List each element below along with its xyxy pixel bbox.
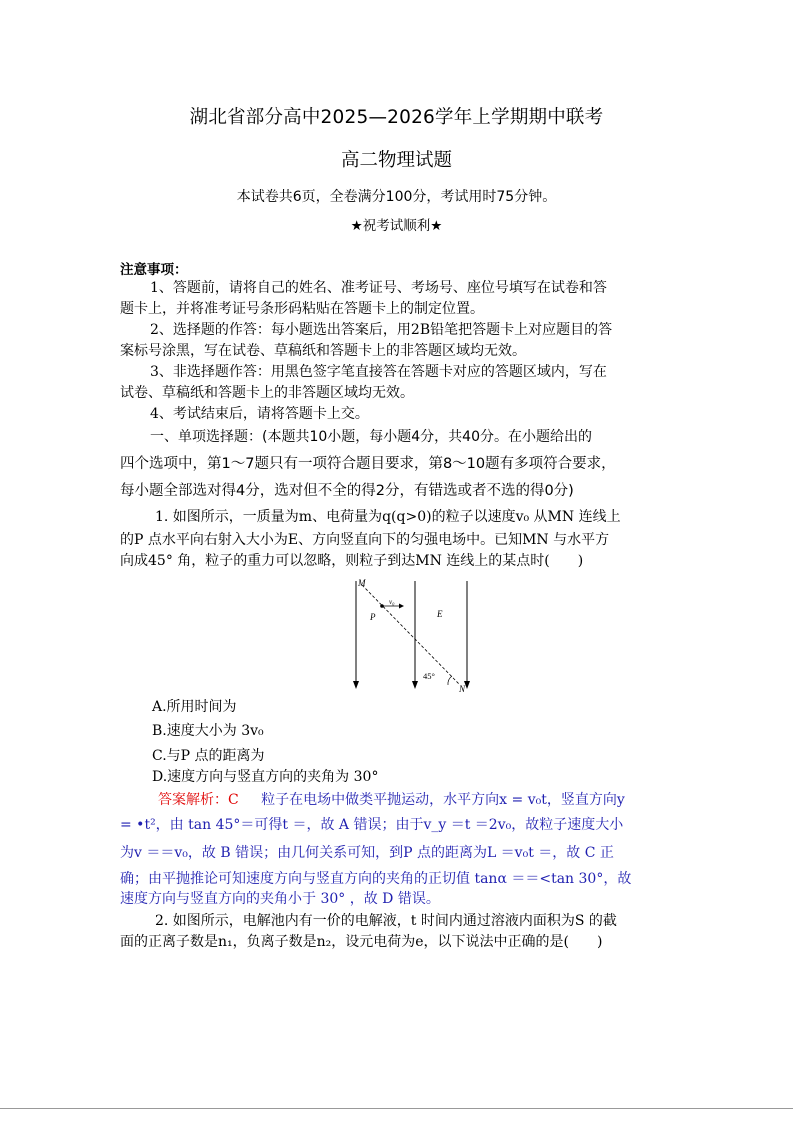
- notice-title: 注意事项：: [120, 262, 188, 278]
- answer-line: 确；由平抛推论可知速度方向与竖直方向的夹角的正切值 tanα ＝＝<tan 30°，故: [120, 871, 632, 887]
- option-c: C.与P 点的距离为: [152, 748, 265, 764]
- exam-info: 本试卷共6页，全卷满分100分，考试用时75分钟。: [236, 189, 557, 205]
- notice-line: 1、答题前，请将自己的姓名、准考证号、考场号、座位号填写在试卷和答: [150, 280, 607, 296]
- answer-line: 速度方向与竖直方向的夹角小于 30° ，故 D 错误。: [120, 891, 440, 907]
- exam-title: 湖北省部分高中2025—2026学年上学期期中联考: [189, 107, 604, 128]
- page-divider: [0, 1108, 793, 1109]
- arrow-down-icon: [353, 681, 359, 689]
- subject-title: 高二物理试题: [340, 150, 452, 171]
- wish-line: ★祝考试顺利★: [350, 218, 443, 234]
- answer-line: 粒子在电场中做类平抛运动，水平方向x = v₀t，竖直方向y: [261, 792, 625, 808]
- label-m: M: [358, 578, 366, 588]
- question-stem: 1. 如图所示，一质量为m、电荷量为q(q>0)的粒子以速度v₀ 从MN 连线上: [155, 509, 621, 525]
- label-angle: 45°: [423, 671, 435, 681]
- answer-line: 为v ＝＝v₀，故 B 错误；由几何关系可知，到P 点的距离为L ＝v₀t ＝，故 C 正: [120, 845, 614, 861]
- label-n: N: [459, 684, 466, 693]
- notice-line: 题卡上，并将准考证号条形码粘贴在答题卡上的制定位置。: [120, 301, 484, 317]
- section-heading: 四个选项中，第1～7题只有一项符合题目要求，第8～10题有多项符合要求，: [120, 456, 616, 472]
- mn-line: [362, 585, 460, 685]
- notice-line: 试卷、草稿纸和答题卡上的非答题区域均无效。: [120, 385, 414, 401]
- option-a: A.所用时间为: [152, 699, 237, 715]
- section-heading: 每小题全部选对得4分，选对但不全的得2分，有错选或者不选的得0分): [120, 483, 574, 499]
- option-b: B.速度大小为 3v₀: [152, 723, 264, 739]
- answer-row: [158, 790, 718, 811]
- notice-line: 4、考试结束后，请将答题卡上交。: [150, 406, 369, 422]
- answer-line: = •t²，由 tan 45°＝可得t ＝，故 A 错误；由于v_y ＝t ＝2v₀，故粒子速度大小: [120, 817, 624, 833]
- label-v0: v₀: [389, 598, 395, 606]
- section-heading: 一、单项选择题：(本题共10小题，每小题4分，共40分。在小题给出的: [150, 429, 592, 445]
- question-stem: 的P 点水平向右射入大小为E、方向竖直向下的匀强电场中。已知MN 与水平方: [120, 532, 610, 548]
- question-stem: 面的正离子数是n₁，负离子数是n₂，设元电荷为e，以下说法中正确的是( ): [120, 934, 603, 950]
- angle-arc: [448, 676, 452, 685]
- notice-line: 3、非选择题作答：用黑色签字笔直接答在答题卡对应的答题区域内，写在: [150, 364, 607, 380]
- electric-field-figure: [340, 575, 480, 693]
- notice-line: 2、选择题的作答：每小题选出答案后，用2B铅笔把答题卡上对应题目的答: [150, 322, 613, 338]
- question-stem: 2. 如图所示，电解池内有一价的电解液，t 时间内通过溶液内面积为S 的截: [155, 913, 617, 929]
- option-d: D.速度方向与竖直方向的夹角为 30°: [152, 769, 379, 785]
- notice-line: 案标号涂黑，写在试卷、草稿纸和答题卡上的非答题区域均无效。: [120, 343, 526, 359]
- answer-head: 答案解析：C: [158, 792, 239, 808]
- arrow-right-icon: [399, 604, 404, 609]
- arrow-down-icon: [412, 681, 418, 689]
- label-p: P: [370, 612, 376, 622]
- question-stem: 向成45° 角，粒子的重力可以忽略，则粒子到达MN 连线上的某点时( ): [120, 553, 584, 569]
- label-e: E: [437, 609, 443, 619]
